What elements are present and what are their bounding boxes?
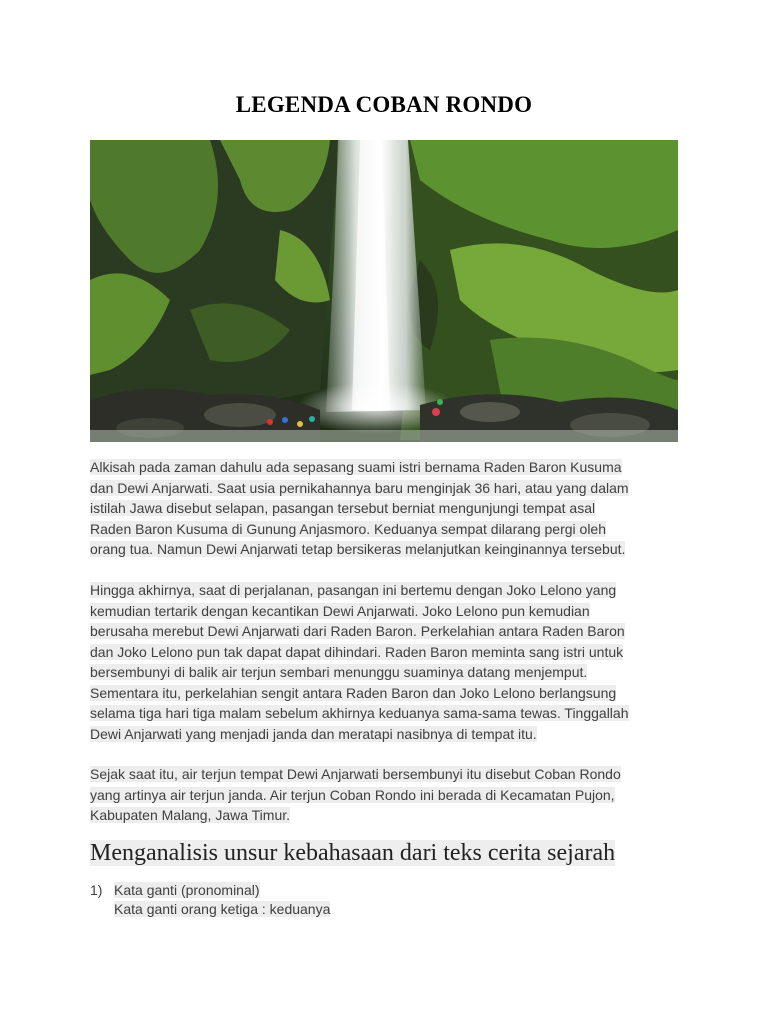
waterfall-photo: [90, 140, 678, 442]
text-line: yang artinya air terjun janda. Air terjun Coban Rondo ini berada di Kecamatan Pujon,: [90, 786, 615, 803]
section-heading: Menganalisis unsur kebahasaan dari teks cerita sejarah: [90, 840, 616, 866]
page-title: LEGENDA COBAN RONDO: [235, 92, 533, 117]
analysis-list: [90, 881, 690, 919]
paragraph-2: [90, 580, 690, 744]
text-line: Sementara itu, perkelahian sengit antara Raden Baron dan Joko Lelono berlangsung: [90, 684, 617, 701]
list-number: 1): [90, 882, 103, 898]
text-line: Kabupaten Malang, Jawa Timur.: [90, 807, 291, 823]
text-line: istilah Jawa disebut selapan, pasangan tersebut berniat mengunjungi tempat asal: [90, 500, 596, 516]
text-line: dan Joko Lelono pun tak dapat dapat dihindari. Raden Baron meminta sang istri untuk: [90, 643, 624, 660]
text-line: kemudian tertarik dengan kecantikan Dewi Anjarwati. Joko Lelono pun kemudian: [90, 602, 590, 619]
text-line: selama tiga hari tiga malam sebelum akhirnya keduanya sama-sama tewas. Tinggallah: [90, 705, 629, 721]
text-line: dan Dewi Anjarwati. Saat usia pernikahannya baru menginjak 36 hari, atau yang dalam: [90, 479, 629, 496]
text-line: Hingga akhirnya, saat di perjalanan, pasangan ini bertemu dengan Joko Lelono yang: [90, 582, 617, 598]
text-line: berusaha merebut Dewi Anjarwati dari Raden Baron. Perkelahian antara Raden Baron: [90, 623, 625, 639]
paragraph-3: [90, 764, 690, 826]
text-line: Raden Baron Kusuma di Gunung Anjasmoro. Keduanya sempat dilarang pergi oleh: [90, 520, 606, 537]
text-line: Dewi Anjarwati yang menjadi janda dan meratapi nasibnya di tempat itu.: [90, 725, 537, 742]
list-item-line: Kata ganti orang ketiga : keduanya: [114, 901, 331, 917]
list-item-line: Kata ganti (pronominal): [114, 882, 260, 898]
list-item: [90, 881, 690, 919]
text-line: bersembunyi di balik air terjun sembari menunggu suaminya datang menjemput.: [90, 664, 588, 680]
text-line: orang tua. Namun Dewi Anjarwati tetap bersikeras melanjutkan keinginannya tersebut.: [90, 541, 626, 557]
paragraph-1: [90, 457, 690, 560]
text-line: Sejak saat itu, air terjun tempat Dewi Anjarwati bersembunyi itu disebut Coban Rondo: [90, 766, 621, 782]
text-line: Alkisah pada zaman dahulu ada sepasang suami istri bernama Raden Baron Kusuma: [90, 459, 622, 475]
